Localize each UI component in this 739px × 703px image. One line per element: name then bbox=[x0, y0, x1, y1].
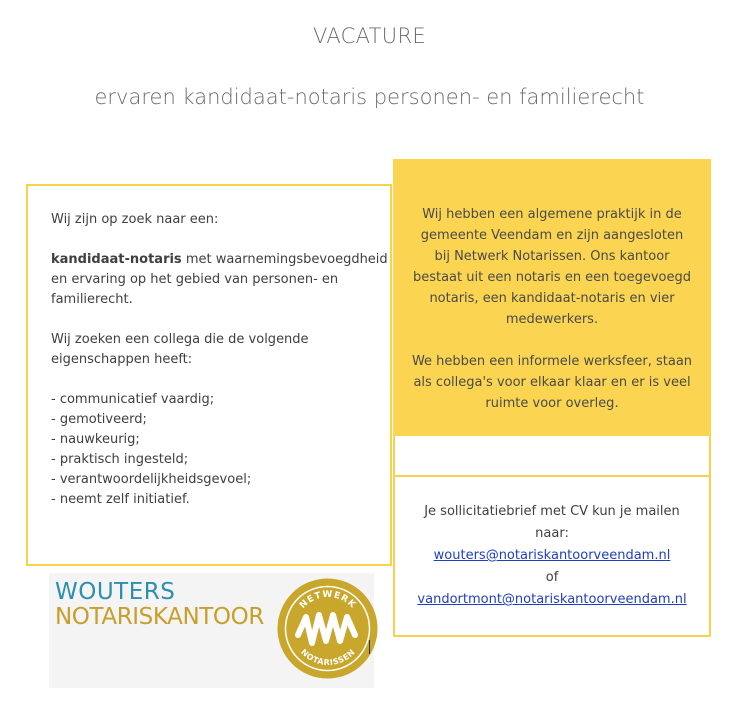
role-line1: met waarnemingsbevoegdheid bbox=[181, 252, 388, 267]
contact-box bbox=[393, 475, 711, 637]
role-line3: familierecht. bbox=[51, 292, 133, 307]
contact-line2: naar: bbox=[535, 526, 569, 541]
practice-line: bestaat uit een notaris en een toegevoegd bbox=[412, 270, 692, 285]
decorative-frame bbox=[393, 435, 711, 477]
practice-line: Wij hebben een algemene praktijk in de bbox=[422, 207, 682, 222]
list-item: - verantwoordelijkheidsgevoel; bbox=[51, 472, 252, 487]
contact-or: of bbox=[545, 570, 559, 585]
seal-text-top: NETWERK bbox=[298, 589, 358, 611]
email-link-vandortmont[interactable]: vandortmont@notariskantoorveendam.nl bbox=[417, 592, 687, 607]
list-item: - neemt zelf initiatief. bbox=[51, 492, 190, 507]
qualities-intro-2: eigenschappen heeft: bbox=[51, 352, 193, 367]
practice-info-box bbox=[393, 159, 711, 436]
logo-line2: NOTARISKANTOOR bbox=[55, 604, 264, 630]
list-item: - gemotiveerd; bbox=[51, 412, 147, 427]
page-title: VACATURE bbox=[313, 24, 426, 48]
job-description-box bbox=[26, 184, 392, 566]
practice-line: bij Netwerk Notarissen. Ons kantoor bbox=[434, 249, 670, 264]
qualities-intro-1: Wij zoeken een collega die de volgende bbox=[51, 332, 309, 347]
text-cursor bbox=[369, 640, 370, 654]
email-link-wouters[interactable]: wouters@notariskantoorveendam.nl bbox=[433, 548, 671, 563]
list-item: - praktisch ingesteld; bbox=[51, 452, 189, 467]
practice-line: medewerkers. bbox=[505, 312, 599, 327]
atmosphere-line: We hebben een informele werksfeer, staan bbox=[411, 354, 693, 369]
list-item: - communicatief vaardig; bbox=[51, 392, 215, 407]
intro-text: Wij zijn op zoek naar een: bbox=[51, 212, 219, 227]
atmosphere-line: ruimte voor overleg. bbox=[485, 396, 619, 411]
practice-line: notaris, een kandidaat-notaris en vier bbox=[429, 291, 675, 306]
logo-line1: WOUTERS bbox=[55, 579, 176, 605]
role-line2: en ervaring op het gebied van personen- en bbox=[51, 272, 339, 287]
seal-text-bottom: NOTARISSEN bbox=[299, 647, 357, 668]
practice-line: gemeente Veendam en zijn aangesloten bbox=[420, 228, 684, 243]
netwerk-notarissen-seal-icon bbox=[276, 577, 379, 680]
page-subtitle: ervaren kandidaat-notaris personen- en familierecht bbox=[94, 85, 645, 109]
role-description bbox=[51, 250, 390, 270]
role-title: kandidaat-notaris bbox=[51, 252, 182, 267]
list-item: - nauwkeurig; bbox=[51, 432, 140, 447]
contact-line1: Je sollicitatiebrief met CV kun je mailen bbox=[424, 504, 680, 519]
atmosphere-line: als collega's voor elkaar klaar en er is veel bbox=[413, 375, 691, 390]
qualities-list bbox=[51, 390, 390, 510]
